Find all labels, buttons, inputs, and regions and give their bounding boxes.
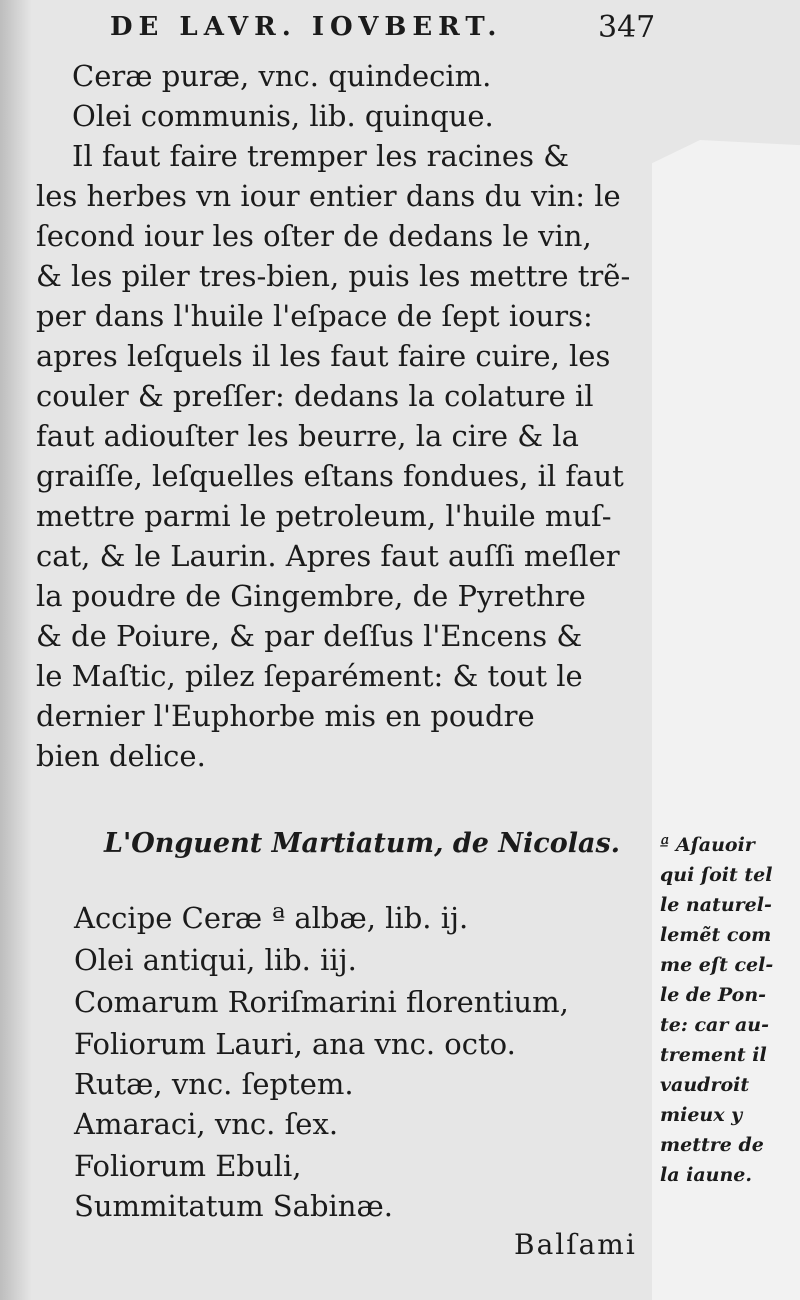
text-line: Olei communis, lib. quinque.	[72, 99, 494, 133]
ingredient-line: Accipe Ceræ ª albæ, lib. ij.	[74, 901, 469, 935]
margin-note	[660, 830, 800, 1190]
ingredient-line: Foliorum Lauri, ana vnc. octo.	[74, 1027, 516, 1061]
note-line: ª Aſauoir	[660, 834, 755, 856]
catchword: Balſami	[514, 1228, 637, 1261]
text-line: Il faut faire tremper les racines &	[72, 139, 570, 173]
text-line: apres leſquels il les faut faire cuire, les	[36, 339, 611, 373]
text-line: Ceræ puræ, vnc. quindecim.	[72, 59, 492, 93]
note-line: le naturel-	[660, 894, 772, 916]
note-line: trement il	[660, 1044, 767, 1066]
text-line: cat, & le Laurin. Apres faut auſſi meſler	[36, 539, 620, 573]
note-line: la iaune.	[660, 1164, 753, 1186]
text-line: & les piler tres-bien, puis les mettre trẽ-	[36, 259, 631, 293]
text-line: faut adiouſter les beurre, la cire & la	[36, 419, 579, 453]
text-line: ſecond iour les oſter de dedans le vin,	[36, 219, 592, 253]
note-line: me eſt cel-	[660, 954, 774, 976]
note-line: qui ſoit tel	[660, 864, 773, 886]
text-line: & de Poiure, & par deſſus l'Encens &	[36, 619, 583, 653]
note-line: lemẽt com	[660, 924, 772, 946]
note-line: le de Pon-	[660, 984, 767, 1006]
text-line: les herbes vn iour entier dans du vin: le	[36, 179, 621, 213]
ingredient-line: Comarum Roriſmarini florentium,	[74, 985, 569, 1019]
text-line: couler & preſſer: dedans la colature il	[36, 379, 594, 413]
text-line: bien delice.	[36, 739, 206, 773]
text-line: graiſſe, leſquelles eſtans fondues, il faut	[36, 459, 624, 493]
ingredient-line: Foliorum Ebuli,	[74, 1149, 302, 1183]
running-header: DE LAVR. IOVBERT.	[110, 12, 503, 42]
ingredient-line: Olei antiqui, lib. iij.	[74, 943, 357, 977]
note-line: vaudroit	[660, 1074, 750, 1096]
note-line: te: car au-	[660, 1014, 770, 1036]
text-line: per dans l'huile l'eſpace de ſept iours:	[36, 299, 593, 333]
ingredient-line: Rutæ, vnc. ſeptem.	[74, 1067, 354, 1101]
ingredient-line: Amaraci, vnc. ſex.	[74, 1107, 339, 1141]
note-line: mieux y	[660, 1104, 743, 1126]
note-line: mettre de	[660, 1134, 764, 1156]
text-line: dernier l'Euphorbe mis en poudre	[36, 699, 535, 733]
recipe-title: L'Onguent Martiatum, de Nicolas.	[104, 828, 621, 859]
ingredient-line: Summitatum Sabinæ.	[74, 1189, 393, 1223]
page-number: 347	[598, 10, 656, 45]
text-line: la poudre de Gingembre, de Pyrethre	[36, 579, 586, 613]
text-line: le Maſtic, pilez ſeparément: & tout le	[36, 659, 583, 693]
text-line: mettre parmi le petroleum, l'huile muſ-	[36, 499, 612, 533]
